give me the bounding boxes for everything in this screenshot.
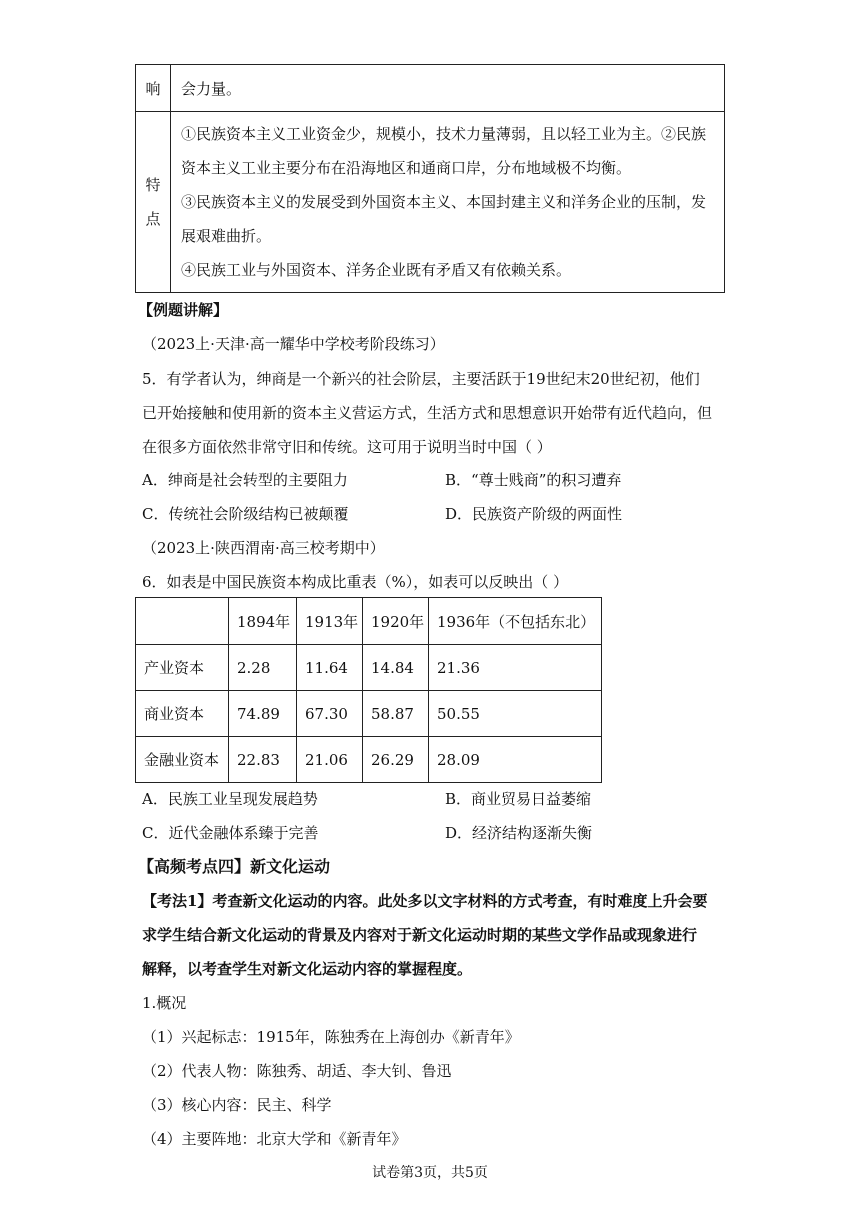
q6-option-b[interactable]: B．商业贸易日益萎缩: [445, 790, 592, 808]
table-row: [136, 65, 725, 112]
table-cell: 商业资本: [136, 691, 229, 737]
table-cell: 11.64: [297, 645, 363, 691]
q6-option-c[interactable]: C．近代金融体系臻于完善: [142, 824, 319, 842]
capital-composition-table: [135, 597, 602, 783]
q6-stem: 6．如表是中国民族资本构成比重表（%），如表可以反映出（ ）: [142, 573, 569, 591]
table-row: [136, 645, 602, 691]
row-label: 响: [136, 65, 171, 112]
table-cell: 2.28: [229, 645, 297, 691]
overview-item: （1）兴起标志：1915年，陈独秀在上海创办《新青年》: [142, 1028, 520, 1046]
q5-stem-line: 已开始接触和使用新的资本主义营运方式，生活方式和思想意识开始带有近代趋向，但: [142, 404, 713, 422]
overview-title: 1.概况: [142, 994, 187, 1012]
table-cell: 67.30: [297, 691, 363, 737]
q5-option-c[interactable]: C．传统社会阶级结构已被颠覆: [142, 505, 349, 523]
header-cell: 1936年（不包括东北）: [429, 598, 602, 645]
page-footer: 试卷第3页，共5页: [372, 1165, 488, 1181]
table-cell: 50.55: [429, 691, 602, 737]
table-cell: 金融业资本: [136, 737, 229, 783]
table-cell: 22.83: [229, 737, 297, 783]
overview-item: （3）核心内容：民主、科学: [142, 1096, 332, 1114]
overview-item: （2）代表人物：陈独秀、胡适、李大钊、鲁迅: [142, 1062, 452, 1080]
row-label-features: [136, 112, 171, 293]
table-header-row: [136, 598, 602, 645]
q5-stem-line: 在很多方面依然非常守旧和传统。这可用于说明当时中国（ ）: [142, 438, 552, 456]
features-text: [171, 112, 725, 293]
q5-option-b[interactable]: B．“尊士贱商”的积习遭弃: [445, 471, 622, 489]
table-cell: 58.87: [363, 691, 429, 737]
feature-line: 展艰难曲折。: [181, 227, 272, 245]
q6-option-a[interactable]: A．民族工业呈现发展趋势: [142, 790, 318, 808]
label-char: 点: [145, 210, 161, 228]
q5-source: （2023上·天津·高一耀华中学校考阶段练习）: [142, 335, 445, 353]
feature-line: ①民族资本主义工业资金少，规模小，技术力量薄弱，且以轻工业为主。②民族: [181, 125, 707, 143]
q6-option-d[interactable]: D．经济结构逐渐失衡: [445, 824, 593, 842]
q5-option-a[interactable]: A．绅商是社会转型的主要阻力: [142, 471, 348, 489]
table-row: [136, 691, 602, 737]
table-cell: 26.29: [363, 737, 429, 783]
table-cell: 74.89: [229, 691, 297, 737]
table-row: [136, 112, 725, 293]
overview-item: （4）主要阵地：北京大学和《新青年》: [142, 1130, 407, 1148]
table-cell: 21.06: [297, 737, 363, 783]
method1-line: 解释，以考查学生对新文化运动内容的掌握程度。: [142, 960, 473, 978]
method1-line: 【考法1】考查新文化运动的内容。此处多以文字材料的方式考查，有时难度上升会要: [142, 892, 708, 910]
table-cell: 14.84: [363, 645, 429, 691]
feature-line: ③民族资本主义的发展受到外国资本主义、本国封建主义和洋务企业的压制，发: [181, 193, 707, 211]
q5-option-d[interactable]: D．民族资产阶级的两面性: [445, 505, 623, 523]
method1-line: 求学生结合新文化运动的背景及内容对于新文化运动时期的某些文学作品或现象进行: [142, 926, 698, 944]
header-cell: 1913年: [297, 598, 363, 645]
table-cell: 产业资本: [136, 645, 229, 691]
header-cell: 1920年: [363, 598, 429, 645]
q6-source: （2023上·陕西渭南·高三校考期中）: [142, 539, 385, 557]
feature-line: 资本主义工业主要分布在沿海地区和通商口岸，分布地域极不均衡。: [181, 159, 632, 177]
header-cell: [136, 598, 229, 645]
table-cell: 21.36: [429, 645, 602, 691]
q5-stem-line: 5．有学者认为，绅商是一个新兴的社会阶层，主要活跃于19世纪末20世纪初，他们: [142, 370, 700, 388]
section-heading-example: 【例题讲解】: [138, 301, 229, 319]
section-heading-four: 【高频考点四】新文化运动: [138, 857, 331, 876]
table-row: [136, 737, 602, 783]
label-char: 特: [145, 176, 161, 194]
table-cell: 28.09: [429, 737, 602, 783]
row-text: 会力量。: [171, 65, 725, 112]
header-cell: 1894年: [229, 598, 297, 645]
feature-line: ④民族工业与外国资本、洋务企业既有矛盾又有依赖关系。: [181, 261, 572, 279]
characteristics-table: [135, 64, 725, 293]
